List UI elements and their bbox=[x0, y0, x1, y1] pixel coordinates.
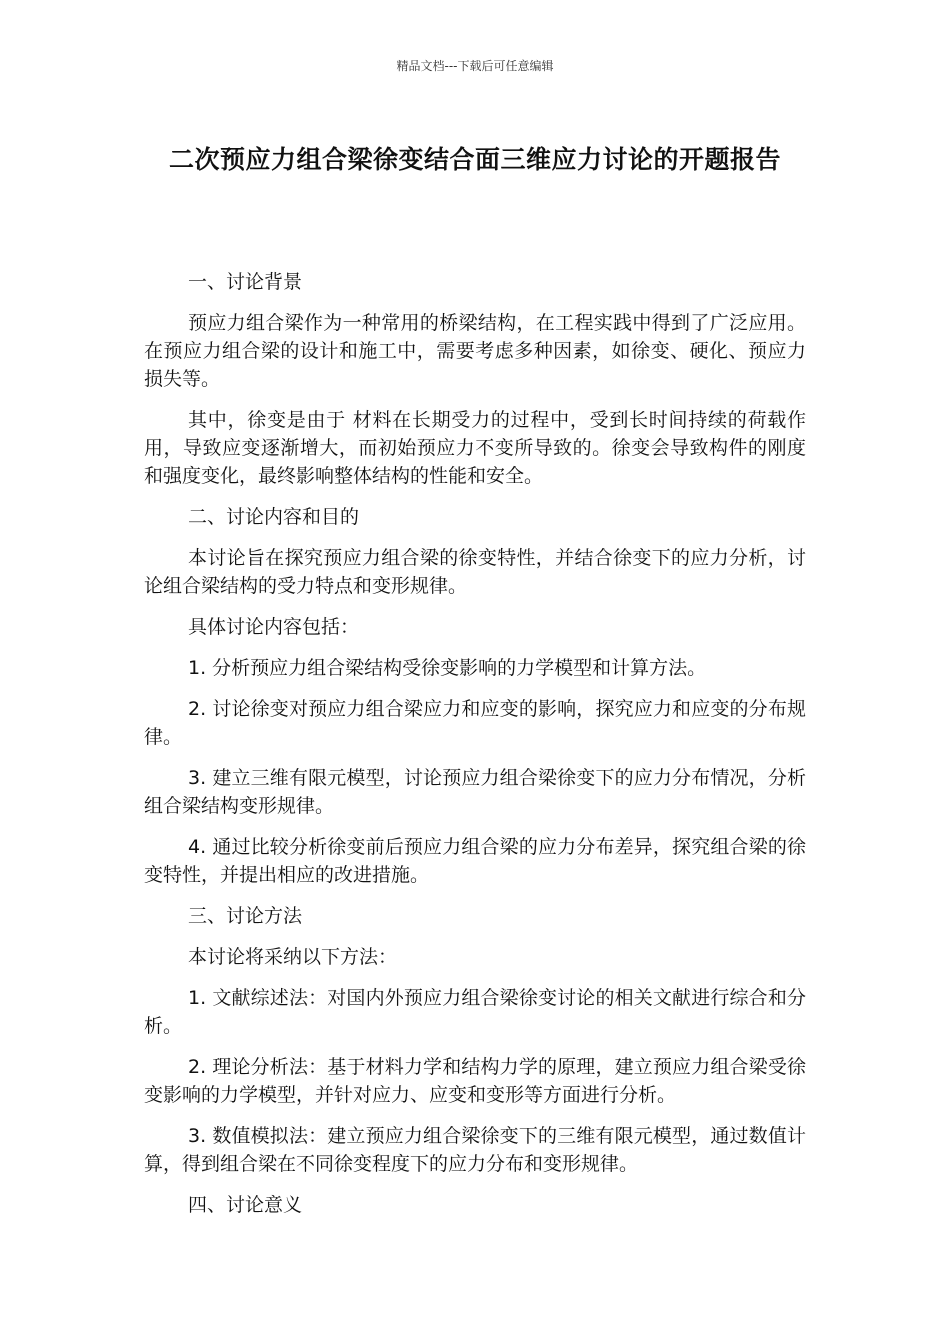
paragraph: 具体讨论内容包括： bbox=[188, 616, 360, 638]
section-heading-significance: 四、讨论意义 bbox=[188, 1194, 303, 1216]
paragraph: 其中，徐变是由于 材料在长期受力的过程中，受到长时间持续的荷载作用，导致应变逐渐增大，而初始预应力不变所导致的。徐变会导致构件的刚度和强度变化，最终影响整体结构的性能和安全。 bbox=[144, 409, 806, 487]
section-heading-background: 一、讨论背景 bbox=[188, 271, 303, 293]
list-item: 2. 讨论徐变对预应力组合梁应力和应变的影响，探究应力和应变的分布规律。 bbox=[144, 698, 806, 748]
paragraph: 预应力组合梁作为一种常用的桥梁结构，在工程实践中得到了广泛应用。在预应力组合梁的设计和施工中，需要考虑多种因素，如徐变、硬化、预应力损失等。 bbox=[144, 312, 806, 390]
document-title: 二次预应力组合梁徐变结合面三维应力讨论的开题报告 bbox=[168, 145, 781, 174]
list-item: 3. 数值模拟法：建立预应力组合梁徐变下的三维有限元模型，通过数值计算，得到组合梁在不同徐变程度下的应力分布和变形规律。 bbox=[144, 1125, 806, 1175]
list-item: 4. 通过比较分析徐变前后预应力组合梁的应力分布差异，探究组合梁的徐变特性，并提出相应的改进措施。 bbox=[144, 836, 806, 886]
section-heading-content: 二、讨论内容和目的 bbox=[188, 506, 360, 528]
list-item: 1. 文献综述法：对国内外预应力组合梁徐变讨论的相关文献进行综合和分析。 bbox=[144, 987, 806, 1037]
paragraph: 本讨论将采纳以下方法： bbox=[188, 946, 398, 968]
paragraph: 本讨论旨在探究预应力组合梁的徐变特性，并结合徐变下的应力分析，讨论组合梁结构的受力特点和变形规律。 bbox=[144, 547, 806, 597]
header-note: 精品文档---下载后可任意编辑 bbox=[396, 59, 554, 73]
list-item: 3. 建立三维有限元模型，讨论预应力组合梁徐变下的应力分布情况，分析组合梁结构变形规律。 bbox=[144, 767, 806, 817]
list-item: 2. 理论分析法：基于材料力学和结构力学的原理，建立预应力组合梁受徐变影响的力学模型，并针对应力、应变和变形等方面进行分析。 bbox=[144, 1056, 806, 1106]
section-heading-method: 三、讨论方法 bbox=[188, 905, 303, 927]
list-item: 1. 分析预应力组合梁结构受徐变影响的力学模型和计算方法。 bbox=[188, 657, 707, 679]
document-body bbox=[144, 268, 806, 1232]
